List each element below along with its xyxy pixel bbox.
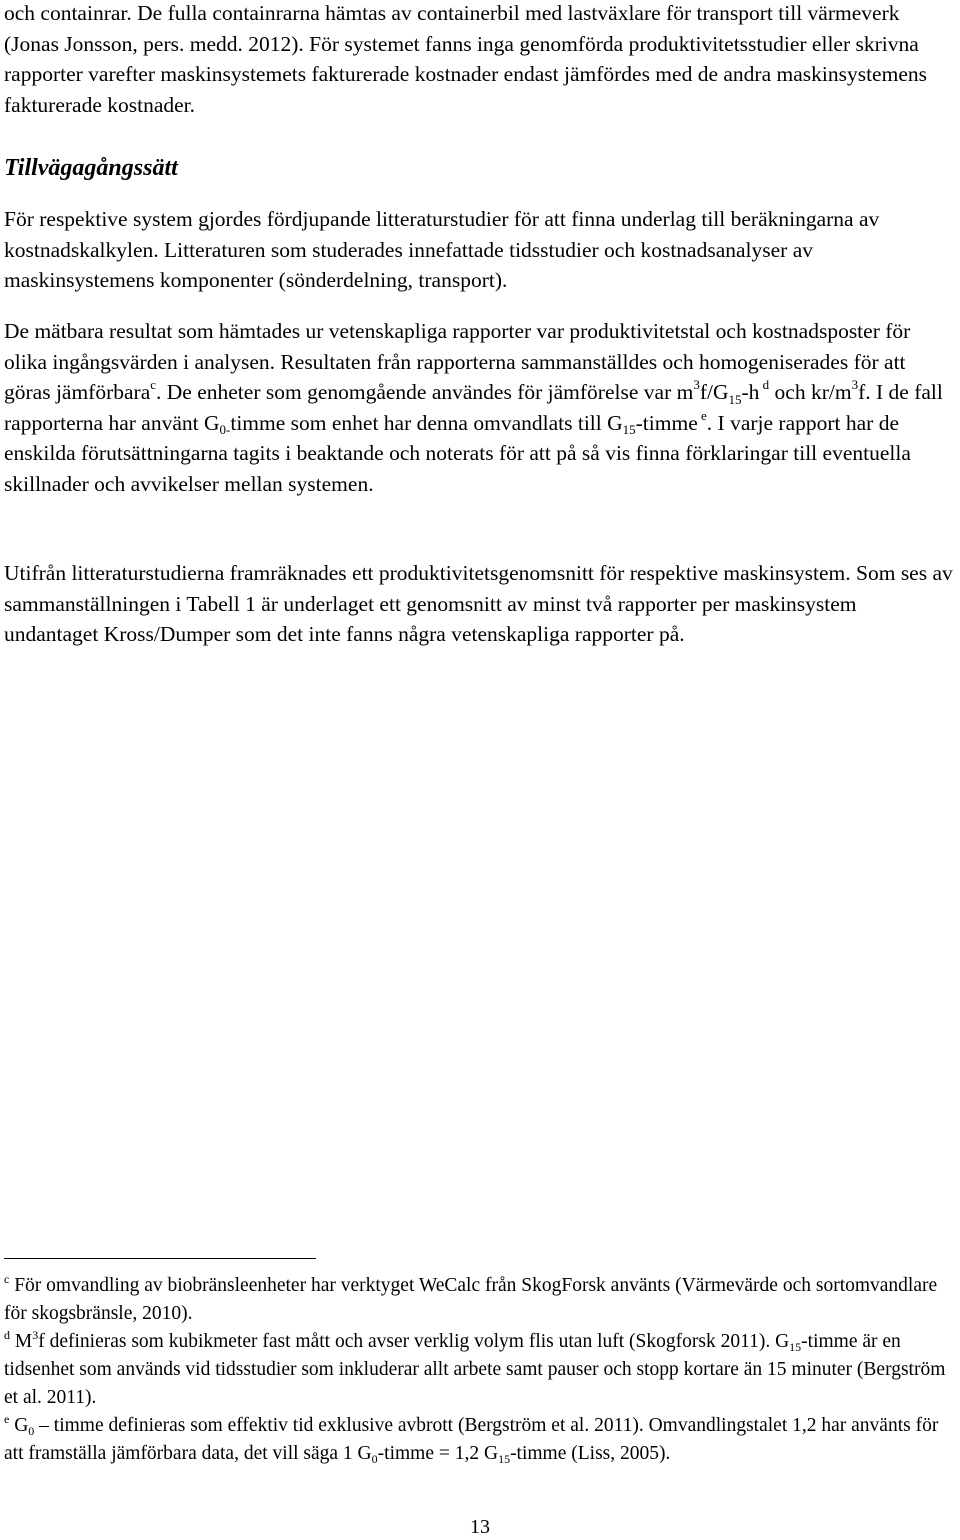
footnote-text: -timme = 1,2 G — [377, 1443, 499, 1464]
text-run: . De enheter som genomgående användes för jämförelse var m — [156, 380, 694, 404]
footnote-marker-c: c — [4, 1271, 10, 1286]
subscript-15: 15 — [498, 1452, 511, 1467]
footnote-text: För omvandling av biobränsleenheter har verktyget WeCalc från SkogForsk använts (Värmevärde och sortomvandlare för skogsbränsle, 2010). — [4, 1275, 938, 1324]
text-run: -timme — [635, 410, 698, 435]
superscript-3: 3 — [32, 1327, 39, 1342]
superscript-3: 3 — [693, 377, 700, 393]
subscript-0: 0- — [219, 422, 231, 438]
method-paragraph-1: För respektive system gjordes fördjupande litteraturstudier för att finna underlag till beräkningarna av kostnadskalkylen. Litteraturen som studerades innefattade tidsstudier och kostnadsanalyser av maskinsystemens komponenter (sönderdelning, transport). — [4, 207, 880, 292]
superscript-3: 3 — [851, 377, 859, 393]
subscript-15: 15 — [728, 391, 742, 407]
section-heading: Tillvägagångssätt — [4, 155, 178, 181]
text-run: -h — [741, 380, 760, 404]
footnote-text: f definieras som kubikmeter fast mått och avser verklig volym flis utan luft (Skogforsk 2011). G — [38, 1331, 790, 1352]
text-run: f. I de fall rapporterna har använt G — [4, 380, 943, 435]
footnote-e — [4, 1412, 956, 1468]
footnote-text: G — [9, 1415, 29, 1436]
footnote-marker-e: e — [4, 1411, 10, 1426]
footnote-c — [4, 1272, 956, 1328]
method-paragraph-3: Utifrån litteraturstudierna framräknades ett produktivitetsgenomsnitt för respektive maskinsystem. Som ses av sammanställningen i Tabell 1 är underlaget ett genomsnitt av minst två rapporter per maskinsystem undantaget Kross/Dumper som det inte fanns några vetenskapliga rapporter på. — [4, 561, 953, 646]
footnote-ref-e: e — [697, 407, 707, 423]
method-paragraph-2 — [4, 316, 956, 499]
footnote-text: M — [10, 1331, 33, 1352]
subscript-15: 15 — [789, 1340, 802, 1355]
text-run: De mätbara resultat som hämtades ur vetenskapliga rapporter var produktivitetstal och kostnadsposter för olika ingångsvärden i analysen. Resultaten från rapporterna sammanställdes och homogeniserades för att göras jämförbara — [4, 319, 911, 404]
footnote-text: -timme är en tidsenhet som används vid tidsstudier som inkluderar allt arbete samt pauser och stopp kortare än 15 minuter (Bergström et al. 2011). — [4, 1331, 946, 1408]
intro-paragraph: och containrar. De fulla containrarna hämtas av containerbil med lastväxlare för transport till värmeverk (Jonas Jonsson, pers. medd. 2012). För systemet fanns inga genomförda produktivitetsstudier eller skrivna rapporter varefter maskinsystemets fakturerade kostnader endast jämfördes med de andra maskinsystemens fakturerade kostnader. — [4, 1, 927, 117]
subscript-15: 15 — [622, 422, 636, 438]
footnote-ref-c: c — [150, 377, 157, 393]
page-number: 13 — [470, 1516, 490, 1538]
footnote-marker-d: d — [4, 1327, 10, 1342]
footnote-text: -timme (Liss, 2005). — [510, 1443, 671, 1464]
subscript-0: 0 — [28, 1424, 35, 1439]
footnotes — [4, 1272, 956, 1468]
text-run: . I varje rapport har de enskilda förutsättningarna tagits i beaktande och noterats för att på så vis finna förklaringar till eventuella skillnader och avvikelser mellan systemen. — [4, 410, 911, 496]
text-run: timme som enhet har denna omvandlats till G — [230, 410, 623, 435]
subscript-0: 0 — [371, 1452, 378, 1467]
text-run: och kr/m — [769, 380, 852, 404]
text-run: f/G — [699, 380, 729, 404]
footnote-d — [4, 1328, 956, 1412]
footnote-text: – timme definieras som effektiv tid exklusive avbrott (Bergström et al. 2011). Omvandlingstalet 1,2 har använts för att framställa jämförbara data, det vill säga 1 G — [4, 1415, 939, 1464]
footnote-ref-d: d — [759, 377, 770, 393]
footnote-separator — [4, 1258, 316, 1259]
